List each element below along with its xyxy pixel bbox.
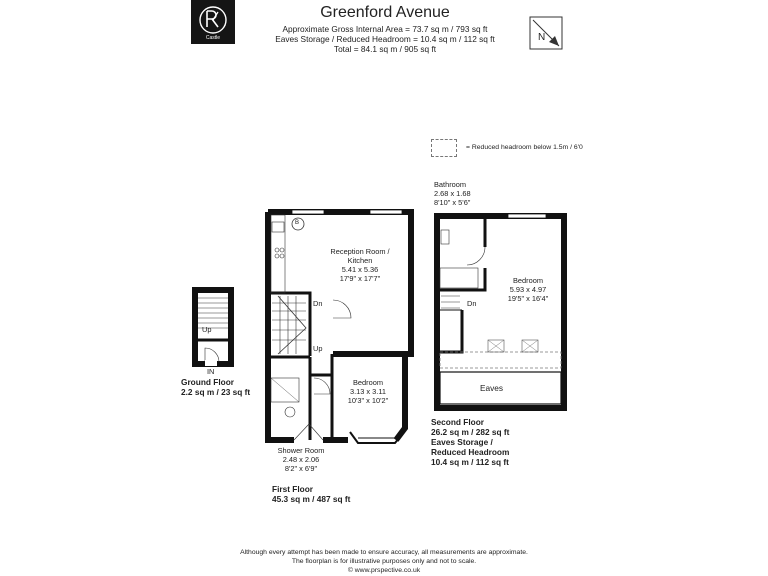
reception-room-imperial: 17'9" x 17'7" bbox=[339, 274, 381, 283]
second-bedroom-label bbox=[498, 276, 558, 303]
bathroom-imperial: 8'10" x 5'6" bbox=[434, 198, 471, 207]
ground-floor-area: 2.2 sq m / 23 sq ft bbox=[181, 387, 251, 397]
bathroom-metric: 2.68 x 1.68 bbox=[434, 189, 471, 198]
first-floor-plan bbox=[268, 210, 411, 443]
boiler-label: B bbox=[295, 220, 300, 226]
second-bedroom-name: Bedroom bbox=[513, 276, 543, 285]
eaves-storage-title-2: Reduced Headroom bbox=[431, 447, 510, 457]
ground-stairs-up-label: Up bbox=[202, 325, 212, 334]
reception-room-label bbox=[315, 247, 405, 283]
first-floor-area: 45.3 sq m / 487 sq ft bbox=[272, 494, 351, 504]
first-bedroom-imperial: 10'3" x 10'2" bbox=[347, 396, 389, 405]
disclaimer-line-2: The floorplan is for illustrative purposes only and not to scale. bbox=[291, 558, 477, 565]
shower-room-imperial: 8'2" x 6'9" bbox=[284, 464, 318, 473]
second-floor-area: 26.2 sq m / 282 sq ft bbox=[431, 427, 510, 437]
reception-room-metric: 5.41 x 5.36 bbox=[341, 265, 379, 274]
eaves-area-line: Eaves Storage / Reduced Headroom = 10.4 sq m / 112 sq ft bbox=[275, 34, 495, 44]
shower-room-metric: 2.48 x 2.06 bbox=[282, 455, 320, 464]
first-floor-title: First Floor bbox=[272, 484, 314, 494]
page-title: Greenford Avenue bbox=[320, 4, 450, 21]
second-stairs-dn-label: Dn bbox=[467, 299, 477, 308]
logo-text: Castle bbox=[205, 35, 221, 41]
bathroom-name: Bathroom bbox=[434, 180, 467, 189]
eaves-storage-area: 10.4 sq m / 112 sq ft bbox=[431, 457, 509, 467]
second-floor-title: Second Floor bbox=[431, 417, 485, 427]
second-bedroom-metric: 5.93 x 4.97 bbox=[509, 285, 547, 294]
compass-label: N bbox=[538, 32, 546, 43]
entrance-label: IN bbox=[207, 367, 215, 376]
shower-room-label bbox=[272, 446, 330, 473]
reception-room-name-1: Reception Room / bbox=[330, 247, 390, 256]
total-area-line: Total = 84.1 sq m / 905 sq ft bbox=[333, 44, 437, 54]
copyright-line: © www.prspective.co.uk bbox=[347, 567, 421, 574]
gross-area-line: Approximate Gross Internal Area = 73.7 sq m / 793 sq ft bbox=[282, 24, 488, 34]
first-bedroom-label bbox=[338, 378, 398, 405]
reception-room-name-2: Kitchen bbox=[347, 256, 373, 265]
first-stairs-up-label: Up bbox=[313, 344, 323, 353]
eaves-storage-title-1: Eaves Storage / bbox=[431, 437, 493, 447]
eaves-label: Eaves bbox=[480, 383, 504, 393]
first-stairs-dn-label: Dn bbox=[313, 299, 323, 308]
first-bedroom-name: Bedroom bbox=[353, 378, 383, 387]
second-floor-plan bbox=[437, 214, 564, 408]
bathroom-label bbox=[434, 180, 484, 207]
first-bedroom-metric: 3.13 x 3.11 bbox=[349, 387, 387, 396]
second-bedroom-imperial: 19'5" x 16'4" bbox=[507, 294, 549, 303]
ground-floor-plan bbox=[195, 290, 231, 366]
shower-room-name: Shower Room bbox=[277, 446, 325, 455]
legend-text: = Reduced headroom below 1.5m / 6'0 bbox=[466, 144, 583, 151]
ground-floor-title: Ground Floor bbox=[181, 377, 234, 387]
disclaimer-line-1: Although every attempt has been made to ensure accuracy, all measurements are approximate. bbox=[240, 549, 528, 556]
